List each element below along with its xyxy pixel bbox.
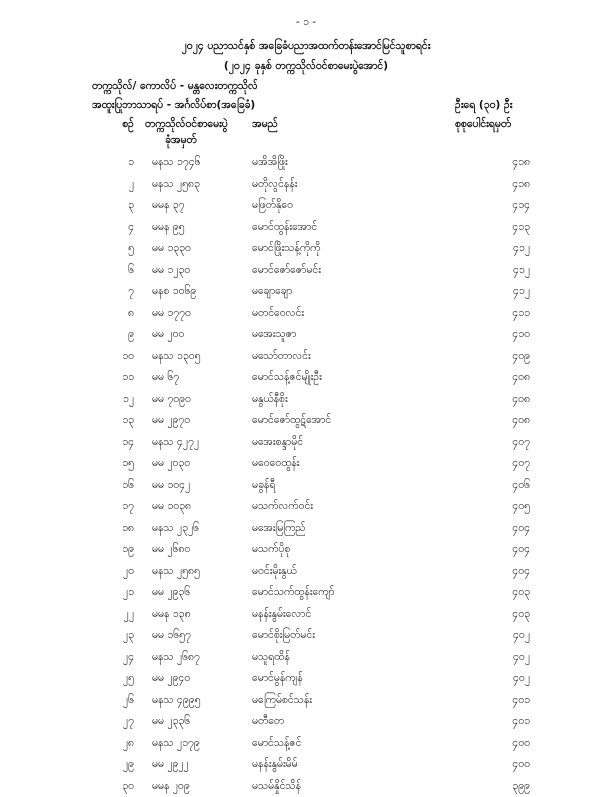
- row-name: မသော်တာလင်း: [252, 349, 311, 362]
- row-roll-number: မနသ ၂၁၇၉: [152, 736, 200, 749]
- row-score: ၄၀၈: [512, 414, 530, 426]
- row-number: ၈: [128, 306, 134, 319]
- row-roll-number: မမန ၉၅: [152, 220, 185, 233]
- row-name: မောင်ဇော်ဇော်မင်း: [252, 263, 321, 276]
- row-number: ၉: [128, 328, 134, 340]
- row-number: ၁၈: [122, 521, 134, 534]
- table-row: [0, 285, 612, 302]
- row-roll-number: မမ ၆၇: [152, 371, 180, 383]
- row-roll-number: မနသ ၁၃၀၅: [152, 349, 201, 362]
- row-name: မောင်ဇော်ထွဋ်အောင်: [252, 414, 332, 426]
- table-header: [0, 118, 612, 135]
- row-name: မောင်သန့်ဇင်မျိုးဦး: [252, 371, 322, 383]
- row-name: မောင်ထွန်းအောင်: [252, 220, 318, 233]
- row-name: မကြေမ်စင်သန်း: [252, 693, 312, 706]
- row-number: ၁၅: [122, 457, 134, 469]
- row-roll-number: မနသ ၂၅၈၅: [152, 564, 200, 577]
- table-row: [0, 672, 612, 689]
- row-name: မသက်ပိုစု: [252, 543, 291, 555]
- row-score: ၄၁၃: [512, 220, 530, 233]
- row-roll-number: မမ ၂၆၈၀: [152, 543, 191, 555]
- major-label: အထူးပြုဘာသာရပ် - အင်္ဂလိပ်စာ(အခြေခံ): [92, 99, 256, 111]
- row-name: မအေးမြကြည်: [252, 521, 306, 534]
- row-number: ၁၄: [122, 435, 134, 448]
- university-line: တက္ကသိုလ်/ ကောလိပ် - မန္တလေးတက္ကသိုလ်: [92, 80, 258, 92]
- table-row: [0, 457, 612, 474]
- column-header-name: အမည်: [252, 118, 278, 130]
- row-score: ၄၀၉: [512, 349, 530, 362]
- row-name: မောင်သန့်ဇင်: [252, 736, 302, 749]
- table-row: [0, 328, 612, 345]
- row-score: ၄၀၃: [512, 607, 530, 620]
- row-roll-number: မနသ ၄၉၉၅: [152, 693, 201, 706]
- table-row: [0, 178, 612, 195]
- row-name: မနန်းနွမ်းလောင်: [252, 607, 312, 620]
- table-row: [0, 350, 612, 367]
- count-label: ဦးရေ (၃၀) ဦး: [455, 99, 513, 111]
- row-number: ၇: [128, 285, 134, 297]
- row-roll-number: မမ ၁၀၄၂: [152, 478, 191, 491]
- page-subtitle: (၂၀၂၄ ခုနှစ် တက္ကသိုလ်ဝင်စာမေးပွဲအောင်): [223, 60, 389, 72]
- table-row: [0, 242, 612, 259]
- table-row: [0, 565, 612, 582]
- row-name: မခွန်ရီ: [252, 478, 276, 491]
- row-score: ၄၀၁: [512, 715, 530, 727]
- table-row: [0, 651, 612, 668]
- row-number: ၄: [128, 220, 134, 233]
- row-score: ၄၁၈: [512, 177, 530, 190]
- row-number: ၁၁: [122, 371, 134, 383]
- table-row: [0, 758, 612, 775]
- row-roll-number: မမ ၂၉၃၆: [152, 586, 191, 598]
- row-name: မအိအိဖြိုး: [252, 156, 288, 168]
- row-roll-number: မမန ၃၇: [152, 199, 185, 211]
- row-roll-number: မနသ ၂၃၂၆: [152, 521, 200, 534]
- row-number: ၂၃: [122, 629, 134, 641]
- table-row: [0, 608, 612, 625]
- row-number: ၂၆: [122, 693, 134, 706]
- row-number: ၃၀: [122, 779, 134, 792]
- row-name: မဝေဝေထွန်း: [252, 457, 300, 469]
- row-name: မောင်သက်ထွန်းကျော်: [252, 586, 335, 598]
- row-number: ၂၇: [122, 715, 134, 727]
- row-number: ၂၉: [122, 758, 134, 770]
- row-score: ၄၀၁: [512, 693, 530, 706]
- row-score: ၄၀၄: [512, 521, 530, 534]
- page-title: ၂၀၂၄ ပညာသင်နှစ် အခြေခံပညာအထက်တန်းအောင်မြင်သူစာရင်း: [181, 40, 431, 52]
- row-name: မောင်စိုးမြတ်မင်း: [252, 629, 315, 641]
- row-score: ၄၀၇: [512, 435, 530, 448]
- row-number: ၁: [128, 156, 134, 168]
- row-number: ၂၂: [123, 607, 134, 620]
- row-number: ၁၇: [122, 500, 134, 512]
- row-number: ၁၀: [122, 349, 134, 362]
- table-row: [0, 629, 612, 646]
- table-row: [0, 500, 612, 517]
- row-name: မတိုလွင်နန်း: [252, 177, 298, 190]
- row-score: ၄၁၂: [513, 242, 530, 254]
- table-row: [0, 371, 612, 388]
- row-score: ၄၀၇: [512, 457, 530, 469]
- table-row: [0, 436, 612, 453]
- row-number: ၂၄: [122, 650, 134, 663]
- row-roll-number: မမ ၇၀၉၀: [152, 392, 191, 405]
- row-score: ၄၀၂: [513, 672, 530, 684]
- row-roll-number: မမ ၂၉၂၂: [152, 758, 189, 770]
- row-roll-number: မနသ ၂၆၈၇: [152, 650, 200, 663]
- row-name: မဖြတ်နိုဝေ: [252, 199, 294, 211]
- row-name: မတင်ဝေလင်း: [252, 306, 304, 319]
- table-row: [0, 414, 612, 431]
- row-name: မအေးစန္ဒာမိုင်: [252, 435, 304, 448]
- row-name: မအေးသူဇာ: [252, 328, 297, 340]
- row-score: ၄၀၂: [513, 629, 530, 641]
- row-score: ၄၀၈: [512, 392, 530, 405]
- row-score: ၄၀၂: [513, 650, 530, 663]
- row-roll-number: မမ ၁၆၅၇: [152, 629, 191, 641]
- table-row: [0, 393, 612, 410]
- row-roll-number: မနသ ၄၂၇၂: [152, 435, 200, 448]
- row-name: မနန်းနွမ်းမိမ်: [252, 758, 298, 770]
- row-score: ၄၁၈: [512, 156, 530, 168]
- row-name: မောင်ဖြိုးသန့်ကိုကို: [252, 242, 321, 254]
- table-row: [0, 543, 612, 560]
- table-row: [0, 694, 612, 711]
- row-roll-number: မနစ ၁၀၆၉: [152, 285, 197, 297]
- row-name: မသူရထိန်: [252, 650, 290, 663]
- row-name: မချောချော: [252, 285, 293, 297]
- table-row: [0, 586, 612, 603]
- table-row: [0, 715, 612, 732]
- row-number: ၁၂: [122, 392, 134, 405]
- row-score: ၄၁၀: [512, 328, 530, 340]
- column-header-roll: တက္ကသိုလ်ဝင်စာမေးပွဲ: [145, 118, 228, 130]
- table-row: [0, 737, 612, 754]
- row-score: ၄၀၄: [512, 564, 530, 577]
- row-number: ၁၃: [122, 414, 134, 426]
- row-roll-number: မမ ၂၉၇၀: [152, 414, 191, 426]
- row-score: ၄၀၄: [512, 543, 530, 555]
- table-row: [0, 780, 612, 797]
- column-header-score: စုစုပေါင်းရမှတ်: [455, 118, 512, 130]
- row-number: ၅: [128, 242, 134, 254]
- row-number: ၂၀: [122, 564, 134, 577]
- row-roll-number: မမ ၂၀၀: [152, 328, 185, 340]
- table-row: [0, 522, 612, 539]
- row-roll-number: မနသ ၂၅၈၃: [152, 177, 200, 190]
- row-score: ၄၁၁: [512, 306, 530, 319]
- column-header-roll-2: ခုံအမှတ်: [165, 134, 197, 146]
- row-name: မဝင်းမိုးနွယ်: [252, 564, 297, 577]
- row-name: မတီတေ: [252, 715, 285, 727]
- row-name: မနွယ်နီစိုး: [252, 392, 288, 405]
- row-roll-number: မမ ၂၃၃၆: [152, 715, 191, 727]
- row-roll-number: မမ ၂၀၃၀: [152, 457, 191, 469]
- column-header-no: စဉ်: [122, 118, 134, 130]
- table-row: [0, 221, 612, 238]
- page-number: - ၁ -: [295, 16, 317, 28]
- row-number: ၁၉: [122, 543, 134, 555]
- row-number: ၆: [128, 263, 134, 276]
- row-score: ၄၀၀: [512, 736, 530, 749]
- table-row: [0, 264, 612, 281]
- row-roll-number: မမန ၁၃၈: [152, 607, 191, 620]
- table-row: [0, 307, 612, 324]
- row-name: မောင်မွန်ကျန်: [252, 672, 303, 684]
- row-score: ၄၁၂: [513, 263, 530, 276]
- row-score: ၄၁၄: [512, 199, 530, 211]
- table-row: [0, 479, 612, 496]
- row-roll-number: မမ ၁၂၃၀: [152, 263, 191, 276]
- row-roll-number: မမ ၁၀၃၈: [152, 500, 192, 512]
- table-header-line2: [0, 134, 612, 151]
- table-row: [0, 156, 612, 173]
- row-roll-number: မမ ၁၇၇၀: [152, 306, 191, 319]
- row-number: ၁၆: [122, 478, 134, 491]
- row-roll-number: မမန ၂၀၉: [152, 779, 190, 792]
- row-score: ၄၀၅: [512, 500, 530, 512]
- row-score: ၄၁၂: [513, 285, 530, 297]
- row-score: ၄၀၀: [512, 758, 530, 770]
- row-number: ၂၁: [122, 586, 134, 598]
- row-score: ၃၉၉: [512, 779, 530, 792]
- table-row: [0, 199, 612, 216]
- row-roll-number: မမ ၁၃၃၀: [152, 242, 191, 254]
- row-score: ၄၀၈: [512, 371, 530, 383]
- row-name: မသက်လက်ဝင်း: [252, 500, 313, 512]
- row-number: ၂၅: [122, 672, 134, 684]
- row-number: ၂၈: [122, 736, 134, 749]
- row-roll-number: မမ ၂၉၄၀: [152, 672, 191, 684]
- row-number: ၃: [128, 199, 134, 211]
- row-roll-number: မနသ ၁၇၄၆: [152, 156, 201, 168]
- row-number: ၂: [128, 177, 134, 190]
- row-name: မသမ်နှိုင်သိန်: [252, 779, 301, 792]
- row-score: ၄၀၃: [512, 586, 530, 598]
- row-score: ၄၀၆: [512, 478, 530, 491]
